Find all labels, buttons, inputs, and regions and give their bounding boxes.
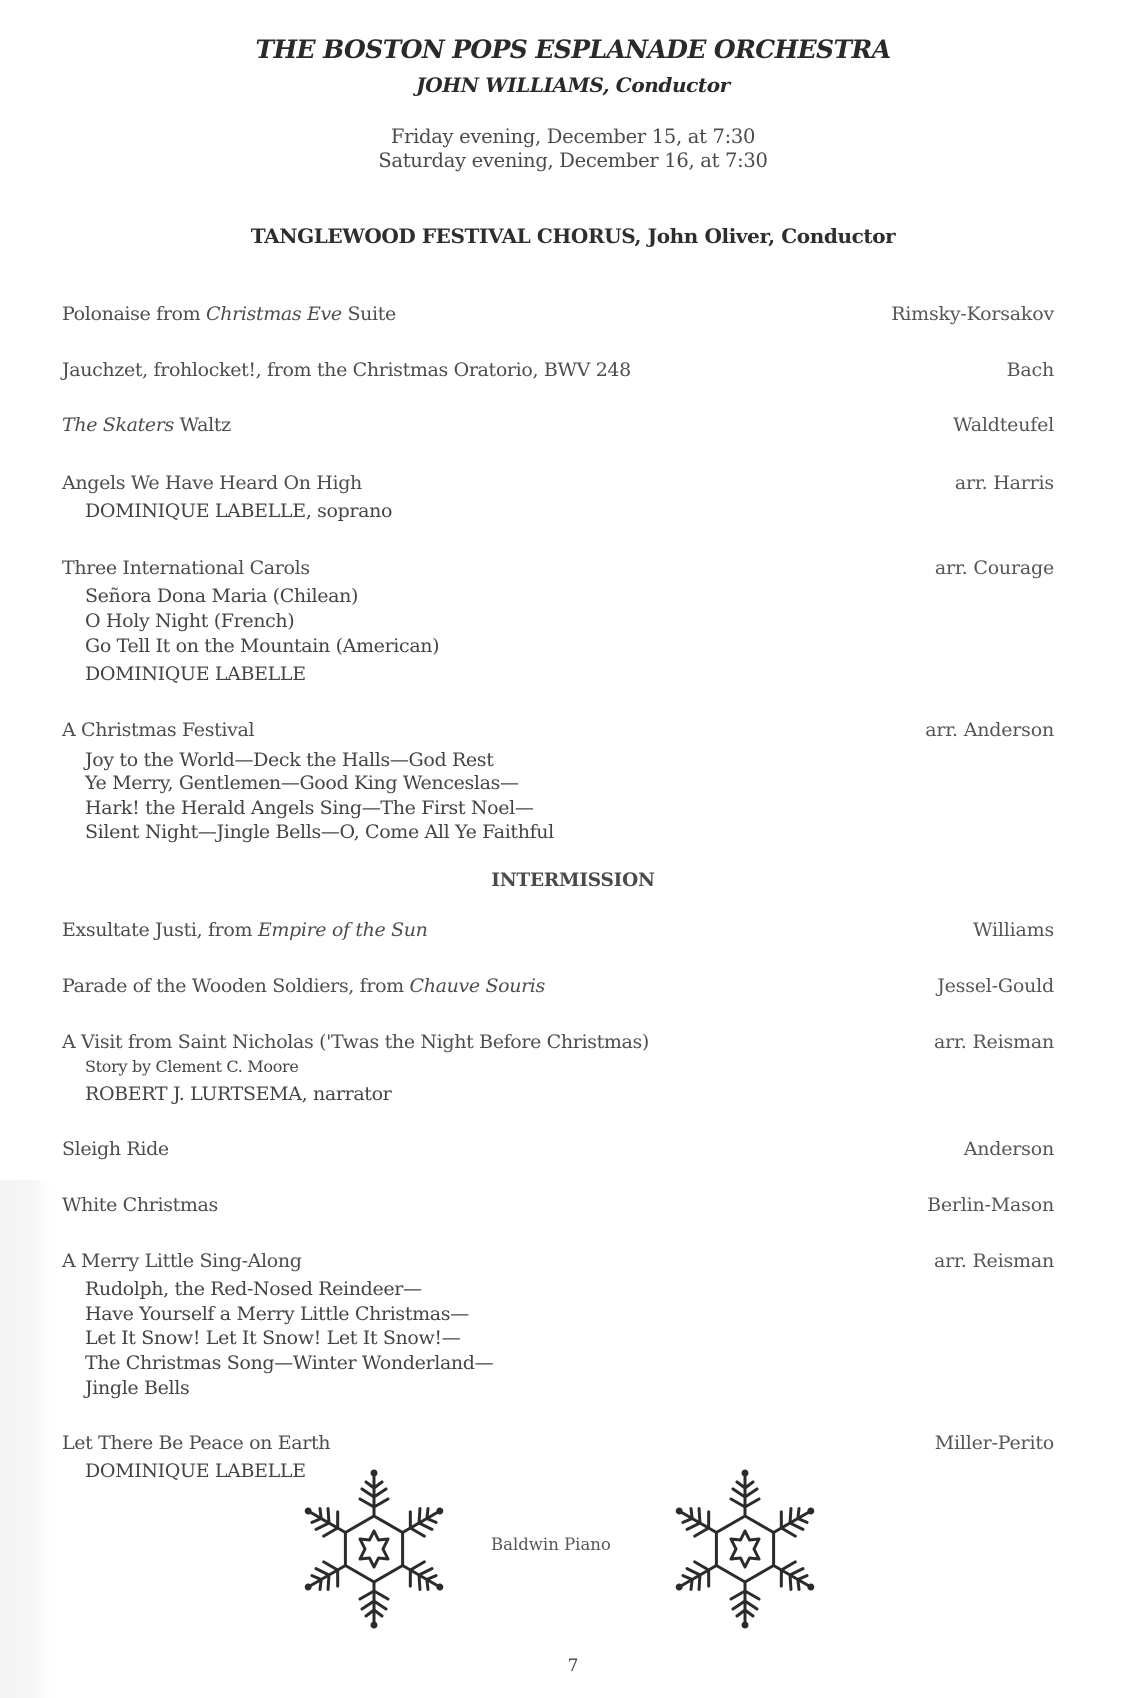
title-text: Waltz — [173, 414, 231, 436]
program-item-title: Three International Carols — [62, 557, 310, 579]
title-text: Suite — [341, 303, 396, 325]
composer: Bach — [1006, 359, 1054, 381]
program-item-title: White Christmas — [62, 1194, 218, 1216]
composer: Williams — [973, 919, 1054, 941]
program-item-title: Sleigh Ride — [62, 1138, 169, 1160]
sub-item: The Christmas Song—Winter Wonderland— — [85, 1352, 494, 1374]
program-item-title — [62, 416, 231, 435]
title-italic: Chauve Souris — [409, 975, 545, 997]
performer-credit: DOMINIQUE LABELLE — [85, 1460, 306, 1482]
title-text: Exsultate Justi, from — [62, 919, 258, 941]
composer: Rimsky-Korsakov — [891, 303, 1054, 325]
title-text: Parade of the Wooden Soldiers, from — [62, 975, 410, 997]
intermission-heading: INTERMISSION — [491, 870, 655, 891]
title-text: Polonaise from — [62, 303, 207, 325]
performer-credit: DOMINIQUE LABELLE — [85, 663, 306, 685]
orchestra-title: THE BOSTON POPS ESPLANADE ORCHESTRA — [255, 35, 891, 64]
sponsor-credit: Baldwin Piano — [491, 1535, 611, 1554]
sub-item: Have Yourself a Merry Little Christmas— — [85, 1303, 469, 1325]
program-item-title: Angels We Have Heard On High — [62, 472, 362, 494]
composer: arr. Reisman — [933, 1250, 1054, 1272]
program-item-title: A Christmas Festival — [62, 719, 255, 741]
performer-credit: ROBERT J. LURTSEMA, narrator — [85, 1083, 392, 1105]
program-item-title — [62, 921, 428, 940]
program-item-title: A Visit from Saint Nicholas ('Twas the Night Before Christmas) — [62, 1031, 649, 1053]
performance-date-2: Saturday evening, December 16, at 7:30 — [378, 149, 768, 172]
performer-credit: DOMINIQUE LABELLE, soprano — [85, 500, 393, 522]
sub-item: Hark! the Herald Angels Sing—The First Noel— — [85, 797, 534, 819]
composer: Waldteufel — [953, 414, 1054, 436]
composer: Miller-Perito — [934, 1432, 1054, 1454]
performance-date-1: Friday evening, December 15, at 7:30 — [390, 125, 756, 148]
composer: arr. Harris — [954, 472, 1054, 494]
chorus-line: TANGLEWOOD FESTIVAL CHORUS, John Oliver, Conductor — [250, 224, 896, 248]
sub-item: Jingle Bells — [85, 1377, 190, 1399]
sub-item: Rudolph, the Red-Nosed Reindeer— — [85, 1278, 422, 1300]
composer: arr. Reisman — [933, 1031, 1054, 1053]
composer: Anderson — [963, 1138, 1054, 1160]
composer: Berlin-Mason — [927, 1194, 1054, 1216]
composer: arr. Courage — [934, 557, 1054, 579]
conductor-line: JOHN WILLIAMS, Conductor — [416, 73, 730, 97]
title-italic: Christmas Eve — [206, 303, 342, 325]
title-italic: Empire of the Sun — [257, 919, 428, 941]
sub-item: Señora Dona Maria (Chilean) — [85, 585, 359, 607]
program-item-title: Jauchzet, frohlocket!, from the Christmas Oratorio, BWV 248 — [62, 359, 631, 381]
sub-item: Ye Merry, Gentlemen—Good King Wenceslas— — [85, 772, 519, 794]
program-item-title — [62, 977, 545, 996]
snowflake-icon — [294, 1469, 454, 1629]
page-edge-shadow — [0, 1180, 52, 1698]
program-item-title: A Merry Little Sing-Along — [62, 1250, 302, 1272]
program-item-title: Let There Be Peace on Earth — [62, 1432, 331, 1454]
sub-item: Let It Snow! Let It Snow! Let It Snow!— — [85, 1327, 461, 1349]
snowflake-icon — [665, 1469, 825, 1629]
sub-item: Go Tell It on the Mountain (American) — [85, 635, 440, 657]
composer: arr. Anderson — [925, 719, 1054, 741]
sub-item: Silent Night—Jingle Bells—O, Come All Ye Faithful — [85, 821, 554, 843]
page-number: 7 — [567, 1656, 579, 1676]
composer: Jessel-Gould — [937, 975, 1054, 997]
story-credit: Story by Clement C. Moore — [85, 1057, 299, 1076]
title-italic: The Skaters — [62, 414, 174, 436]
sub-item: Joy to the World—Deck the Halls—God Rest — [85, 749, 494, 771]
sub-item: O Holy Night (French) — [85, 610, 295, 632]
program-item-title — [62, 305, 396, 324]
